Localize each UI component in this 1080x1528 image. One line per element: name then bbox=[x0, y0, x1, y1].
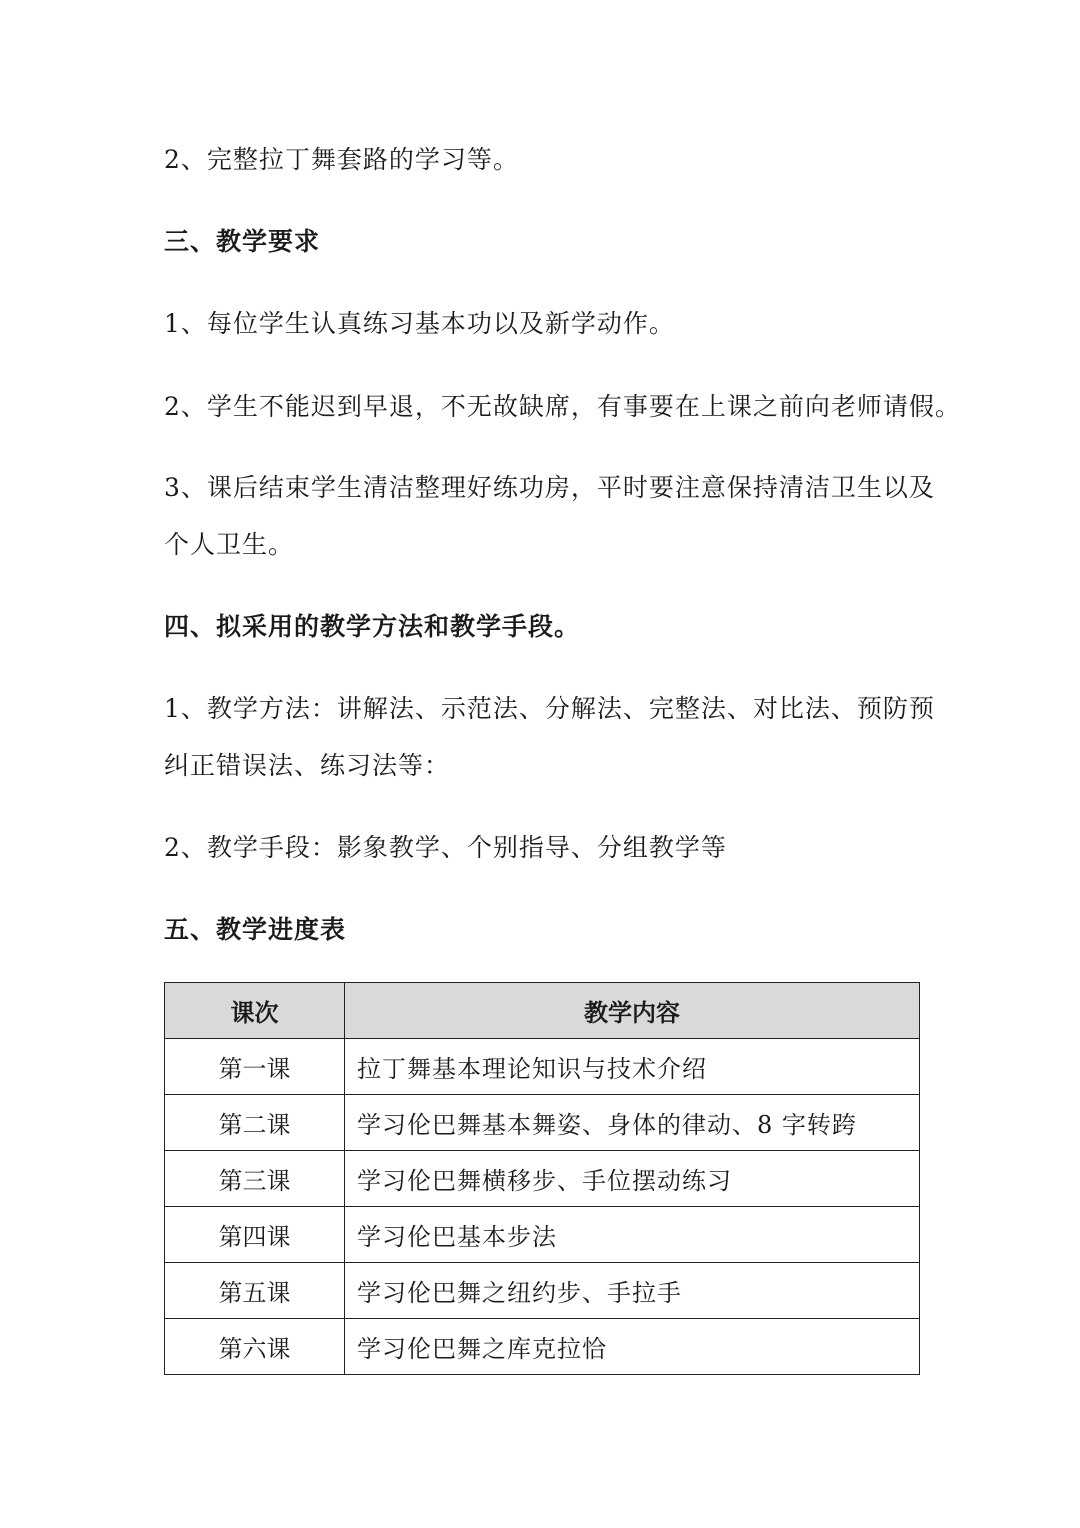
content-cell: 拉丁舞基本理论知识与技术介绍 bbox=[345, 1039, 920, 1095]
section-4-heading: 四、拟采用的教学方法和教学手段。 bbox=[164, 612, 581, 641]
table-row bbox=[165, 1095, 920, 1151]
lesson-cell: 第五课 bbox=[165, 1263, 345, 1319]
table-row bbox=[165, 1151, 920, 1207]
table-row bbox=[165, 1207, 920, 1263]
table-row bbox=[165, 1319, 920, 1375]
content-cell: 学习伦巴基本步法 bbox=[345, 1207, 920, 1263]
content-cell: 学习伦巴舞基本舞姿、身体的律动、8 字转跨 bbox=[345, 1095, 920, 1151]
table-row bbox=[165, 1039, 920, 1095]
section-3-item-3-line-2: 个人卫生。 bbox=[164, 530, 295, 559]
header-lesson: 课次 bbox=[165, 983, 345, 1039]
section-5-heading: 五、教学进度表 bbox=[164, 915, 347, 944]
table-header-row bbox=[165, 983, 920, 1039]
lesson-cell: 第六课 bbox=[165, 1319, 345, 1375]
table-row bbox=[165, 1263, 920, 1319]
lesson-cell: 第四课 bbox=[165, 1207, 345, 1263]
section-3-item-3-line-1: 3、课后结束学生清洁整理好练功房，平时要注意保持清洁卫生以及 bbox=[164, 473, 935, 502]
lesson-cell: 第三课 bbox=[165, 1151, 345, 1207]
section-4-item-1-line-1: 1、教学方法：讲解法、示范法、分解法、完整法、对比法、预防预 bbox=[164, 694, 935, 723]
lesson-cell: 第一课 bbox=[165, 1039, 345, 1095]
section-4-item-2: 2、教学手段：影象教学、个别指导、分组教学等 bbox=[164, 833, 727, 862]
content-cell: 学习伦巴舞之纽约步、手拉手 bbox=[345, 1263, 920, 1319]
header-content: 教学内容 bbox=[345, 983, 920, 1039]
lesson-cell: 第二课 bbox=[165, 1095, 345, 1151]
schedule-table bbox=[164, 982, 920, 1375]
section-4-item-1-line-2: 纠正错误法、练习法等： bbox=[164, 751, 451, 780]
paragraph-prev-item-2: 2、完整拉丁舞套路的学习等。 bbox=[164, 145, 519, 174]
section-3-heading: 三、教学要求 bbox=[164, 227, 321, 256]
section-3-item-2: 2、学生不能迟到早退，不无故缺席，有事要在上课之前向老师请假。 bbox=[164, 392, 961, 421]
content-cell: 学习伦巴舞之库克拉恰 bbox=[345, 1319, 920, 1375]
section-3-item-1: 1、每位学生认真练习基本功以及新学动作。 bbox=[164, 309, 675, 338]
content-cell: 学习伦巴舞横移步、手位摆动练习 bbox=[345, 1151, 920, 1207]
